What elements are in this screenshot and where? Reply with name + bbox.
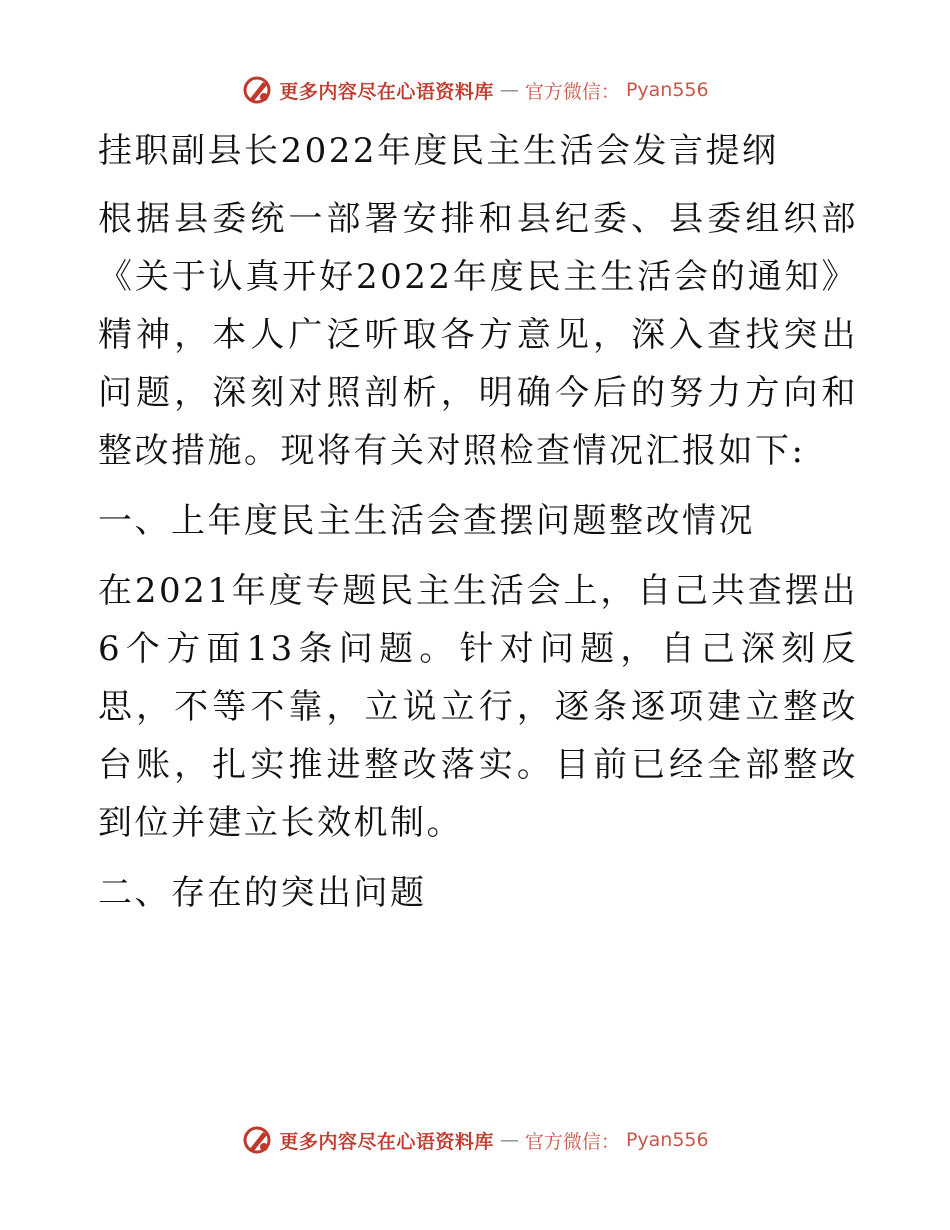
watermark-wechat-label: 官方微信： [524, 1130, 620, 1153]
document-title: 挂职副县长2022年度民主生活会发言提纲 [98, 131, 779, 171]
watermark-wechat-id: Pyan556 [625, 79, 709, 101]
section2-heading: 二、存在的突出问题 [98, 873, 427, 913]
watermark-brand: 更多内容尽在心语资料库 [279, 80, 494, 103]
section1-heading: 一、上年度民主生活会查摆问题整改情况 [98, 501, 755, 541]
document-body [98, 122, 858, 922]
pen-circle-logo-icon [241, 74, 273, 106]
watermark-brand: 更多内容尽在心语资料库 [279, 1130, 494, 1153]
section1-paragraph: 在2021年度专题民主生活会上，自己共查摆出6个方面13条问题。针对问题，自己深刻反思，不等不靠，立说立行，逐条逐项建立整改台账，扎实推进整改落实。目前已经全部整改到位并建立长效机制。 [98, 571, 858, 843]
watermark-wechat-label: 官方微信： [524, 80, 620, 103]
pen-circle-logo-icon [241, 1124, 273, 1156]
watermark-dash: — [499, 1129, 519, 1151]
intro-paragraph: 根据县委统一部署安排和县纪委、县委组织部《关于认真开好2022年度民主生活会的通知》精神，本人广泛听取各方意见，深入查找突出问题，深刻对照剖析，明确今后的努力方向和整改措施。现将有关对照检查情况汇报如下: [98, 199, 858, 471]
watermark-wechat-id: Pyan556 [625, 1129, 709, 1151]
header-watermark [0, 70, 950, 110]
footer-watermark [0, 1120, 950, 1160]
watermark-dash: — [499, 79, 519, 101]
